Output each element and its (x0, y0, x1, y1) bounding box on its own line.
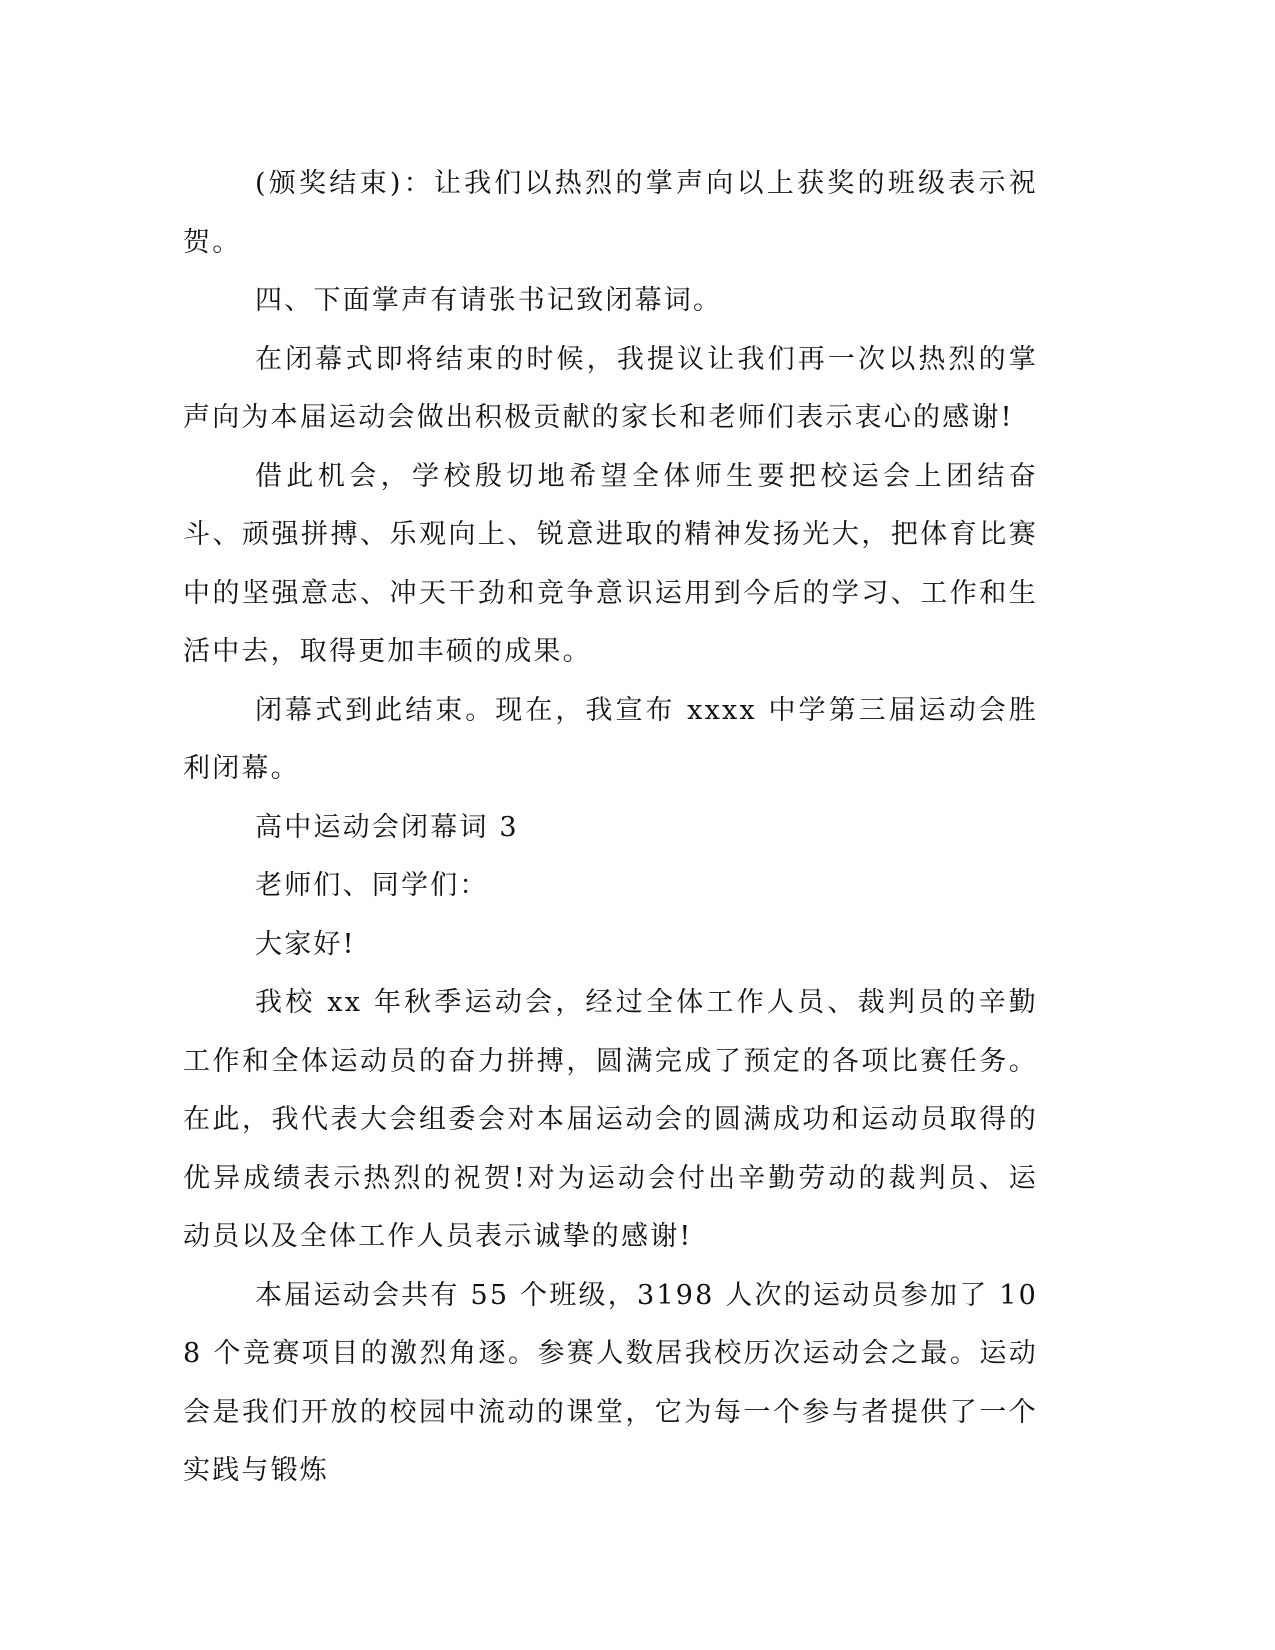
section-heading: 高中运动会闭幕词 3 (255, 811, 519, 843)
paragraph-closing-announcement: 闭幕式到此结束。现在，我宣布 xxxx 中学第三届运动会胜利闭幕。 (183, 694, 1038, 784)
paragraph-salutation: 老师们、同学们： (255, 870, 489, 901)
paragraph-school-hope: 借此机会，学校殷切地希望全体师生要把校运会上团结奋斗、顽强拼搏、乐观向上、锐意进取的精神发扬光大，把体育比赛中的坚强意志、冲天干劲和竞争意识运用到今后的学习、工作和生活中去，取得更加丰硕的成果。 (183, 460, 1038, 667)
paragraph-closing-speech-invite: 四、下面掌声有请张书记致闭幕词。 (255, 285, 723, 316)
paragraph-greeting: 大家好! (255, 928, 356, 960)
paragraph-summary: 我校 xx 年秋季运动会，经过全体工作人员、裁判员的辛勤工作和全体运动员的奋力拼搏，圆满完成了预定的各项比赛任务。在此，我代表大会组委会对本届运动会的圆满成功和运动员取得的优异成绩表示热烈的祝贺!对为运动会付出辛勤劳动的裁判员、运动员以及全体工作人员表示诚挚的感谢! (183, 987, 1038, 1252)
document-body (183, 155, 1038, 1501)
paragraph-statistics: 本届运动会共有 55 个班级，3198 人次的运动员参加了 108 个竞赛项目的激烈角逐。参赛人数居我校历次运动会之最。运动会是我们开放的校园中流动的课堂，它为每一个参与者提供了一个实践与锻炼 (183, 1279, 1038, 1486)
paragraph-thanks: 在闭幕式即将结束的时候，我提议让我们再一次以热烈的掌声向为本届运动会做出积极贡献的家长和老师们表示衷心的感谢! (183, 343, 1038, 433)
paragraph-award-ending: (颁奖结束)：让我们以热烈的掌声向以上获奖的班级表示祝贺。 (183, 168, 1038, 258)
